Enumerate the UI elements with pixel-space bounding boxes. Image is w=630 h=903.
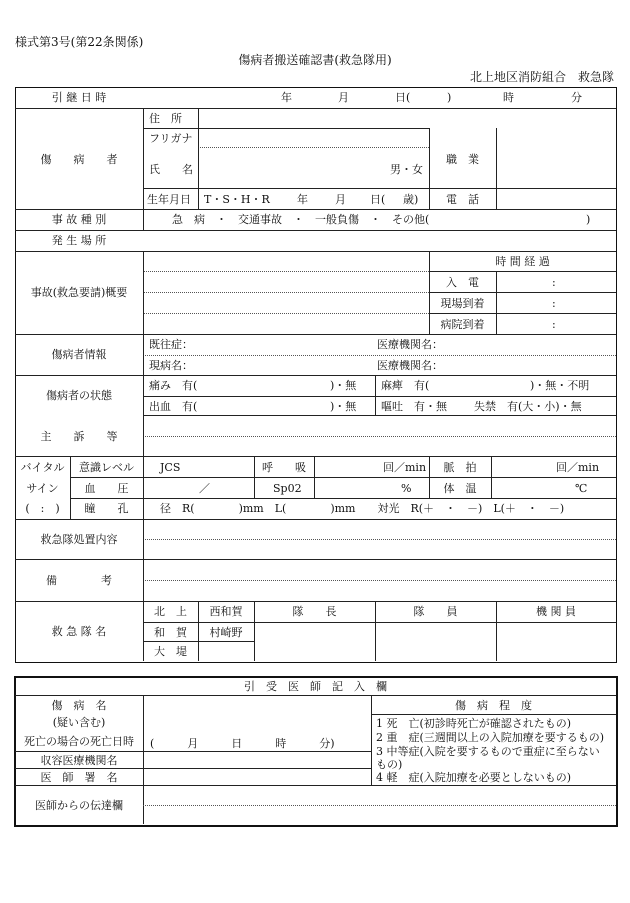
blood-pressure-slash: ／ — [199, 482, 210, 495]
blood-pressure-label: 血 圧 — [84, 482, 129, 495]
dob-label: 生年月日 — [147, 193, 191, 206]
severity-death[interactable]: 1 死 亡(初診時死亡が確認されたもの) — [376, 717, 572, 730]
dob-era[interactable]: T・S・H・R — [204, 193, 270, 206]
patient-label: 傷 病 者 — [40, 153, 118, 166]
address-label: 住 所 — [149, 112, 182, 125]
patient-info-label: 傷病者情報 — [51, 348, 107, 361]
call-time-label: 入 電 — [446, 276, 479, 289]
time-elapsed-header: 時 間 経 過 — [495, 255, 550, 268]
medical-institution-2: 医療機関名： — [377, 359, 443, 372]
jcs-label: JCS — [160, 461, 181, 474]
hospital-arrival-label: 病院到着 — [440, 318, 485, 331]
diagnosis-suspected: (疑い含む) — [52, 716, 106, 729]
call-time-colon: : — [552, 276, 556, 289]
remarks-label: 備 考 — [46, 574, 112, 587]
paralysis-none[interactable]: )・無・不明 — [530, 379, 590, 392]
doctor-section-title: 引 受 医 師 記 入 欄 — [244, 680, 387, 693]
severity-moderate[interactable]: 3 中等症(入院を要するもので重症に至らない — [376, 745, 600, 758]
member-label: 隊 員 — [413, 605, 458, 618]
team-kitakami[interactable]: 北 上 — [154, 605, 187, 618]
summary-label: 事故(救急要請)概要 — [30, 286, 128, 299]
severity-severe[interactable]: 2 重 症(三週間以上の入院加療を要するもの) — [376, 731, 605, 744]
handover-year: 年 — [281, 91, 292, 104]
current-illness-label: 現病名： — [149, 359, 193, 372]
spo2-label: Sp02 — [273, 482, 302, 495]
handover-day: 日( — [395, 91, 411, 104]
accident-type-options[interactable]: 急 病 ・ 交通事故 ・ 一般負傷 ・ その他( — [172, 213, 430, 226]
bleeding-none[interactable]: )・無 — [330, 400, 357, 413]
organization-name: 北上地区消防組合 救急隊 — [469, 70, 614, 84]
team-label: 救 急 隊 名 — [51, 625, 107, 638]
severity-title: 傷 病 程 度 — [455, 699, 532, 712]
handover-minute: 分 — [571, 91, 582, 104]
diagnosis-label: 傷 病 名 — [51, 699, 107, 712]
vitals-label-1: バイタル — [20, 461, 65, 474]
past-illness-label: 既往症： — [149, 338, 193, 351]
pupil-detail[interactable]: 径 R( )mm L( )mm 対光 R(＋ ・ －) L(＋ ・ －) — [160, 502, 565, 515]
vitals-time: ( : ) — [25, 502, 60, 515]
condition-label: 傷病者の状態 — [46, 389, 112, 402]
dob-day: 日( — [370, 193, 386, 206]
incontinence-field[interactable]: 失禁 有(大・小)・無 — [474, 400, 582, 413]
consciousness-label: 意識レベル — [79, 461, 134, 474]
operator-label: 機 関 員 — [536, 605, 576, 618]
doctor-message-label: 医師からの伝達欄 — [35, 799, 123, 812]
gender-option[interactable]: 男・女 — [390, 163, 423, 176]
treatment-label: 救急隊処置内容 — [40, 533, 118, 546]
pupil-label: 瞳 孔 — [84, 502, 129, 515]
captain-label: 隊 長 — [292, 605, 337, 618]
respiration-unit: 回／min — [383, 461, 427, 474]
team-nishiwaga[interactable]: 西和賀 — [209, 605, 243, 618]
occupation-label: 職 業 — [446, 153, 479, 166]
severity-mild[interactable]: 4 軽 症(入院加療を必要としないもの) — [376, 771, 572, 784]
location-label: 発 生 場 所 — [51, 234, 107, 247]
pain-none[interactable]: )・無 — [330, 379, 357, 392]
handover-month: 月 — [338, 91, 349, 104]
pulse-unit: 回／min — [556, 461, 600, 474]
receiving-hospital-label: 収容医療機関名 — [40, 754, 118, 767]
furigana-label: フリガナ — [149, 132, 193, 145]
respiration-label: 呼 吸 — [262, 461, 306, 474]
doctor-signature-label: 医 師 署 名 — [40, 771, 118, 784]
scene-time-colon: : — [552, 297, 556, 310]
death-time-label: 死亡の場合の死亡日時 — [24, 735, 134, 748]
phone-label: 電 話 — [446, 193, 479, 206]
name-label: 氏 名 — [149, 163, 193, 176]
bleeding-field: 出血 有( — [149, 400, 198, 413]
dob-month: 月 — [335, 193, 346, 206]
temperature-label: 体 温 — [443, 482, 477, 495]
spo2-unit: % — [401, 482, 412, 495]
dob-age: 歳) — [403, 193, 419, 206]
accident-type-label: 事 故 種 別 — [51, 213, 107, 226]
medical-institution-1: 医療機関名： — [377, 338, 443, 351]
pain-field: 痛み 有( — [149, 379, 198, 392]
team-otsutsumi[interactable]: 大 堤 — [154, 645, 187, 658]
vomit-field[interactable]: 嘔吐 有・無 — [381, 400, 447, 413]
team-waga[interactable]: 和 賀 — [154, 626, 187, 639]
complaint-label: 主 訴 等 — [40, 430, 118, 443]
form-number: 様式第3号(第22条関係) — [15, 35, 144, 49]
severity-moderate-cont: もの) — [376, 758, 403, 771]
temperature-unit: ℃ — [575, 482, 588, 495]
vitals-label-2: サイン — [26, 482, 59, 495]
scene-arrival-label: 現場到着 — [440, 297, 485, 310]
dob-year: 年 — [297, 193, 308, 206]
accident-type-close: ) — [586, 213, 591, 226]
form-title: 傷病者搬送確認書(救急隊用) — [238, 53, 392, 67]
team-murasakino[interactable]: 村崎野 — [209, 626, 243, 639]
pulse-label: 脈 拍 — [443, 461, 477, 474]
handover-label: 引 継 日 時 — [51, 91, 107, 104]
death-time-field[interactable]: ( 月 日 時 分) — [150, 737, 335, 750]
paralysis-field: 麻痺 有( — [381, 379, 430, 392]
handover-hour: 時 — [503, 91, 514, 104]
handover-paren: ) — [447, 91, 452, 104]
hospital-time-colon: : — [552, 318, 556, 331]
